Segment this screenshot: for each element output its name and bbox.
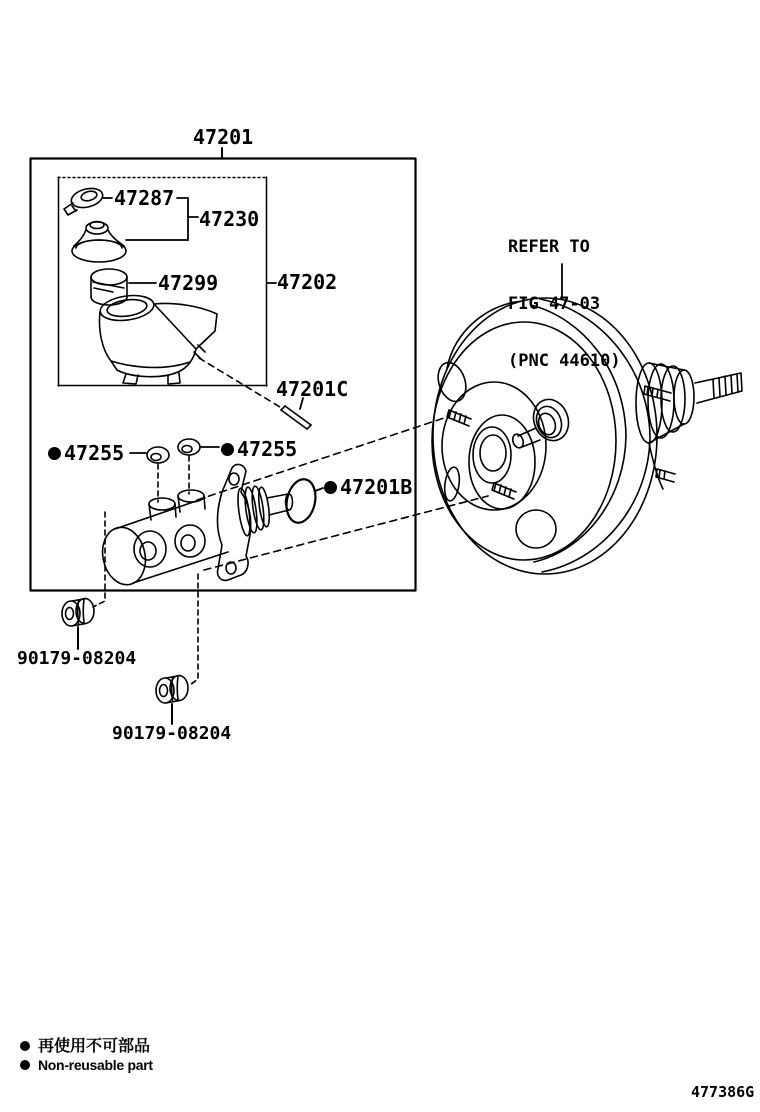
reservoir-tank-drawing xyxy=(99,292,217,384)
part-label-47287: 47287 xyxy=(114,186,175,210)
legend xyxy=(20,1038,153,1072)
non-reusable-marker-icon xyxy=(20,1041,30,1051)
part-label-47201C: 47201C xyxy=(276,377,349,401)
legend-row-jp xyxy=(20,1038,153,1054)
oring-drawing xyxy=(283,477,320,526)
figure-code: 477386G xyxy=(691,1083,755,1101)
leader-47201B xyxy=(315,488,323,491)
non-reusable-marker-icon xyxy=(20,1060,30,1070)
grommet-drawings xyxy=(147,439,200,463)
pin-drawing xyxy=(281,406,311,429)
dashed-reservoir-to-pin xyxy=(199,358,280,407)
part-label-47299: 47299 xyxy=(158,271,219,295)
reference-note-line2: FIG 47-03 xyxy=(508,294,601,314)
reservoir-cap-drawing xyxy=(64,185,105,215)
reference-note xyxy=(508,200,621,409)
part-label-90179-08204-right: 90179-08204 xyxy=(112,723,232,744)
master-cylinder-drawing xyxy=(97,464,292,588)
non-reusable-marker-icon xyxy=(221,443,234,456)
non-reusable-marker-icon xyxy=(48,447,61,460)
legend-en-text: Non-reusable part xyxy=(38,1057,153,1073)
part-label-47255-right: 47255 xyxy=(221,439,297,459)
reservoir-filter-drawing xyxy=(91,269,127,305)
legend-row-en xyxy=(20,1058,153,1072)
part-label-90179-08204-left: 90179-08204 xyxy=(17,648,137,669)
reference-note-line3: (PNC 44610) xyxy=(508,351,621,371)
part-label-47201B: 47201B xyxy=(324,477,412,497)
part-label-47230: 47230 xyxy=(199,207,260,231)
mounting-nut-drawing-1 xyxy=(62,599,94,627)
part-label-47202: 47202 xyxy=(277,270,338,294)
legend-jp-text: 再使用不可部品 xyxy=(38,1036,151,1055)
reservoir-float-drawing xyxy=(72,222,126,263)
non-reusable-marker-icon xyxy=(324,481,337,494)
part-label-47201: 47201 xyxy=(193,125,254,149)
mounting-nut-drawing-2 xyxy=(156,676,188,704)
reference-note-line1: REFER TO xyxy=(508,237,590,257)
part-label-47255-left: 47255 xyxy=(48,443,124,463)
